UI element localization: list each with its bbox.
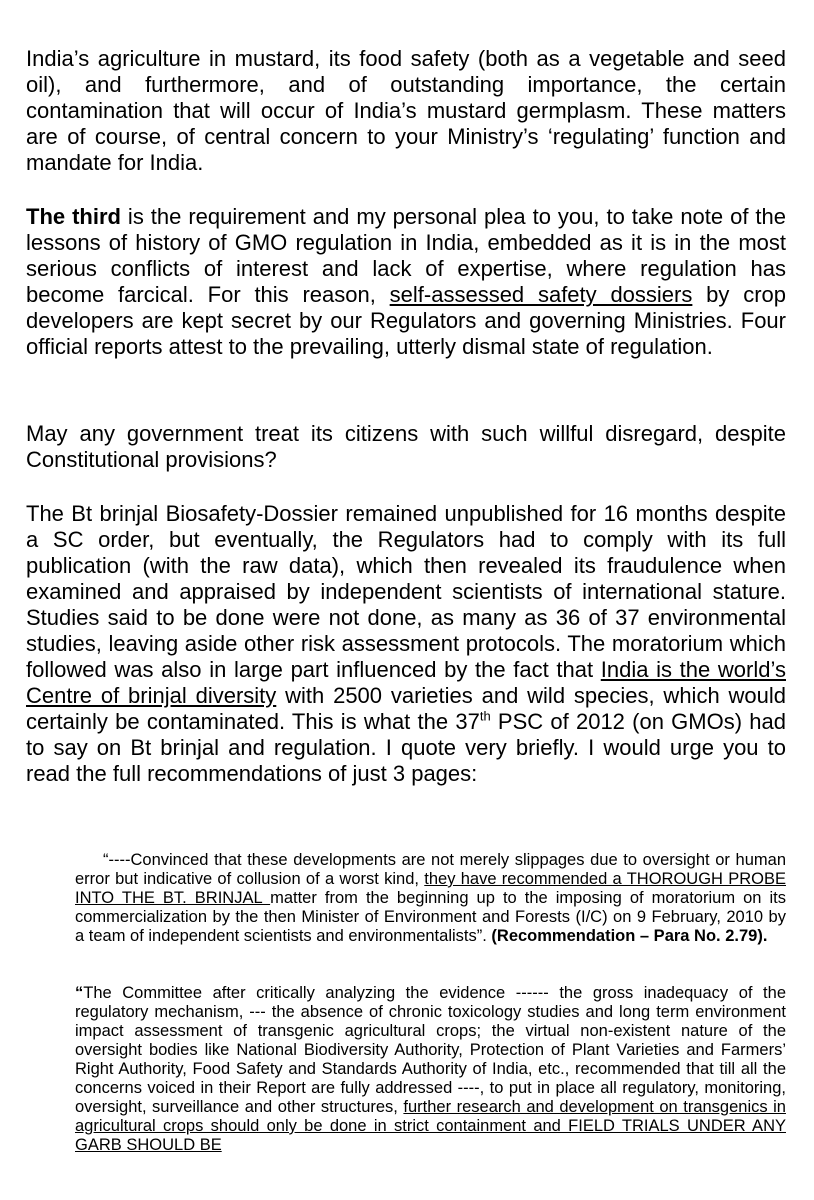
quote-committee: [75, 984, 786, 1155]
quote-text: matter from the beginning up to the imposing of moratorium on its commercialization by the then Minister of Environment and Forests (I/C) on 9 February, 2010 by a team of independent scientists and environmentalists”.: [75, 889, 787, 945]
paragraph-text: with 2500 varieties and wild species, which would certainly be contaminated. This is what the 37: [26, 683, 786, 734]
paragraph-bt-brinjal: [26, 501, 786, 787]
underlined-phrase: self-assessed safety dossiers: [389, 282, 693, 307]
quote-text: The Committee after critically analyzing the evidence ------ the gross inadequacy of the regulatory mechanism, --- the absence of chronic toxicology studies and long term environment impact assessment of transgenic agricultural crops; the virtual non-existent nature of the oversight bodies like National Biodiversity Authority, Protection of Plant Varieties and Farmers’ Right Authority, Food Safety and Standards Authority of India, etc., recommended that till all the concerns voiced in their Report are fully addressed ----, to put in place all regulatory, monitoring, oversight, surveillance and other structures,: [75, 984, 786, 1116]
paragraph-lead-bold: The third: [26, 204, 121, 229]
paragraph-question: [26, 421, 786, 473]
quote-text: “----Convinced that these developments are not merely slippages due to oversight or human error but indicative of collusion of a worst kind,: [75, 851, 786, 888]
quote-open-mark: “: [75, 984, 84, 1002]
paragraph-third-plea: [26, 204, 786, 360]
paragraph-text: The Bt brinjal Biosafety-Dossier remained unpublished for 16 months despite a SC order, but eventually, the Regulators had to comply with its full publication (with the raw data), which then revealed its fraudulence when examined and appraised by independent scientists of international stature. Studies said to be done were not done, as many as 36 of 37 environmental studies, leaving aside other risk assessment protocols. The moratorium which followed was also in large part influenced by the fact that: [26, 501, 786, 682]
paragraph-text: PSC of 2012 (on GMOs) had to say on Bt brinjal and regulation. I quote very briefly. I would urge you to read the full recommendations of just 3 pages:: [26, 709, 786, 786]
paragraph-text: is the requirement and my personal plea to you, to take note of the lessons of history of GMO regulation in India, embedded as it is in the most serious conflicts of interest and lack of expertise, where regulation has become farcical. For this reason,: [26, 204, 787, 307]
underlined-phrase: India is the world’s Centre of brinjal diversity: [26, 657, 786, 708]
paragraph-mustard: [26, 46, 786, 176]
paragraph-mustard-text: India’s agriculture in mustard, its food safety (both as a vegetable and seed oil), and furthermore, and of outstanding importance, the certain contamination that will occur of India’s mustard germplasm. These matters are of course, of central concern to your Ministry’s ‘regulating’ function and mandate for India.: [26, 46, 786, 175]
recommendation-reference: (Recommendation – Para No. 2.79).: [491, 927, 768, 945]
paragraph-question-text: May any government treat its citizens with such willful disregard, despite Constitutional provisions?: [26, 421, 786, 472]
ordinal-superscript: th: [479, 708, 491, 724]
underlined-phrase: further research and development on transgenics in agricultural crops should only be done in strict containment and FIELD TRIALS UNDER ANY GARB SHOULD BE: [75, 1098, 786, 1154]
underlined-phrase: they have recommended a THOROUGH PROBE INTO THE BT. BRINJAL: [75, 870, 786, 907]
paragraph-text: by crop developers are kept secret by our Regulators and governing Ministries. Four official reports attest to the prevailing, utterly dismal state of regulation.: [26, 282, 786, 359]
quote-recommendation-2-79: [75, 851, 786, 946]
